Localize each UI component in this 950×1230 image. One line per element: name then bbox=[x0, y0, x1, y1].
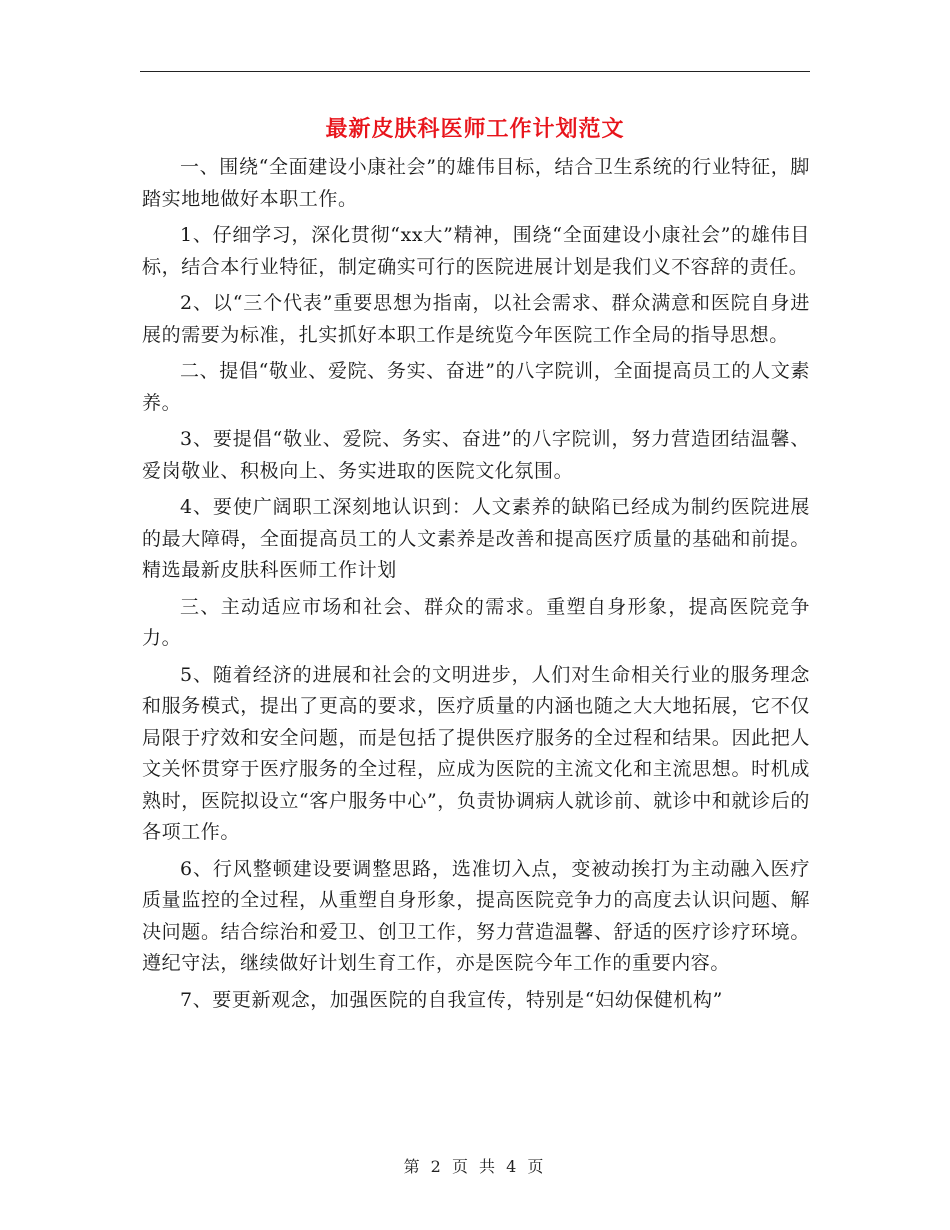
paragraph-item-2: 2、以“三个代表”重要思想为指南，以社会需求、群众满意和医院自身进展的需要为标准，扎实抓好本职工作是统览今年医院工作全局的指导思想。 bbox=[142, 292, 810, 346]
paragraph-item-7: 7、要更新观念，加强医院的自我宣传，特别是“妇幼保健机构” bbox=[180, 988, 723, 1011]
paragraph-section-3: 三、主动适应市场和社会、群众的需求。重塑自身形象，提高医院竞争力。 bbox=[142, 595, 810, 649]
header-rule bbox=[140, 71, 810, 72]
paragraph-section-1: 一、围绕“全面建设小康社会”的雄伟目标，结合卫生系统的行业特征，脚踏实地地做好本职工作。 bbox=[142, 156, 810, 210]
paragraph-item-4: 4、要使广阔职工深刻地认识到：人文素养的缺陷已经成为制约医院进展的最大障碍，全面提高员工的人文素养是改善和提高医疗质量的基础和前提。精选最新皮肤科医师工作计划 bbox=[142, 496, 810, 581]
page-number-footer: 第 2 页 共 4 页 bbox=[403, 1157, 547, 1176]
paragraph-item-6: 6、行风整顿建设要调整思路，选准切入点，变被动挨打为主动融入医疗质量监控的全过程，从重塑自身形象，提高医院竞争力的高度去认识问题、解决问题。结合综治和爱卫、创卫工作，努力营造温馨、舒适的医疗诊疗环境。遵纪守法，继续做好计划生育工作，亦是医院今年工作的重要内容。 bbox=[142, 857, 810, 974]
document-body bbox=[142, 152, 810, 1021]
document-title: 最新皮肤科医师工作计划范文 bbox=[325, 116, 625, 142]
paragraph-item-1: 1、仔细学习，深化贯彻“xx大”精神，围绕“全面建设小康社会”的雄伟目标，结合本行业特征，制定确实可行的医院进展计划是我们义不容辞的责任。 bbox=[142, 224, 810, 278]
paragraph-item-5: 5、随着经济的进展和社会的文明进步，人们对生命相关行业的服务理念和服务模式，提出了更高的要求，医疗质量的内涵也随之大大地拓展，它不仅局限于疗效和安全问题，而是包括了提供医疗服务的全过程和结果。因此把人文关怀贯穿于医疗服务的全过程，应成为医院的主流文化和主流思想。时机成熟时，医院拟设立“客户服务中心”，负责协调病人就诊前、就诊中和就诊后的各项工作。 bbox=[142, 663, 810, 843]
paragraph-section-2: 二、提倡“敬业、爱院、务实、奋进”的八字院训，全面提高员工的人文素养。 bbox=[142, 360, 810, 414]
paragraph-item-3: 3、要提倡“敬业、爱院、务实、奋进”的八字院训，努力营造团结温馨、爱岗敬业、积极向上、务实进取的医院文化氛围。 bbox=[142, 428, 810, 482]
